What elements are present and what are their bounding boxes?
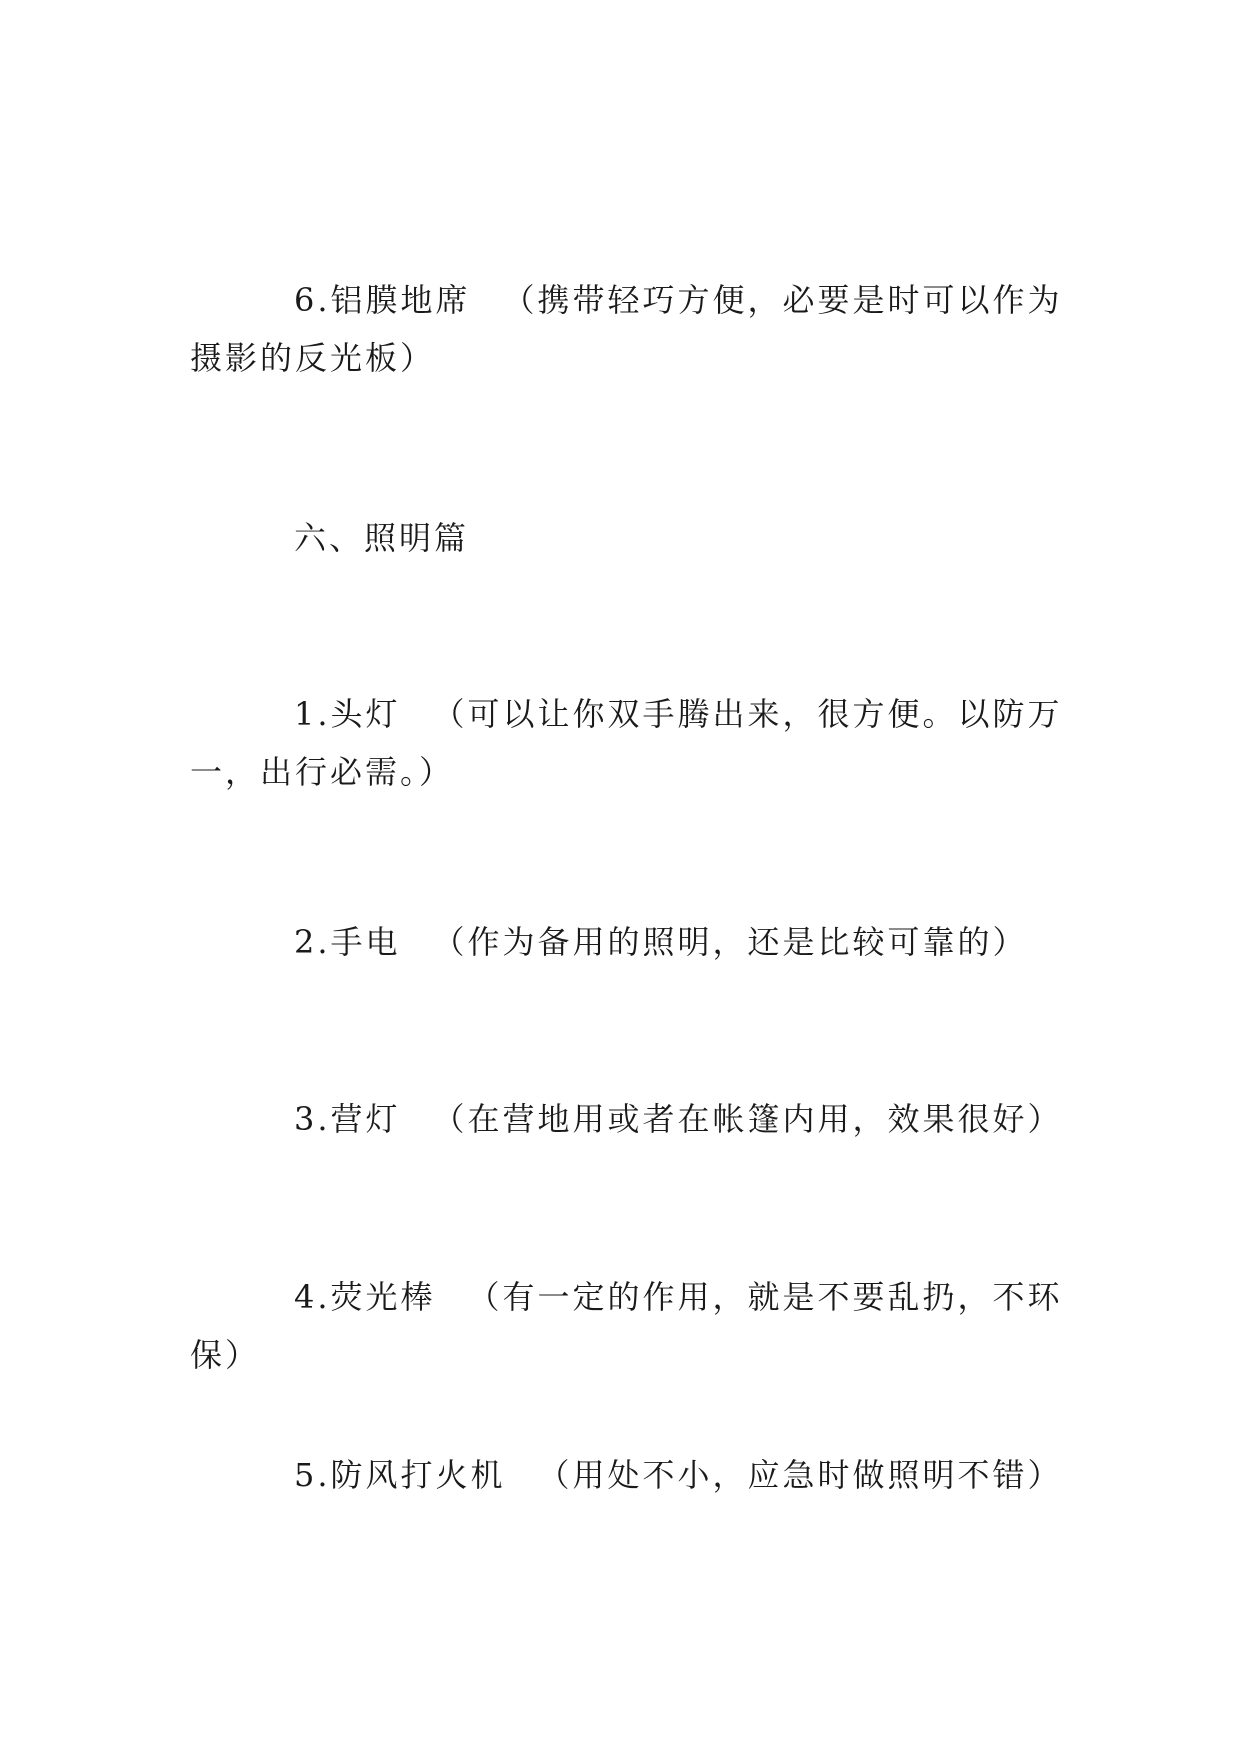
item-note: （可以让你双手腾出来，很方便。以防万一，出行必需。） [190,695,1063,791]
item-label: 6.铝膜地席 [294,281,471,319]
list-item [190,1268,1070,1384]
list-item [190,913,1070,971]
item-note: （有一定的作用，就是不要乱扔，不环保） [190,1278,1063,1374]
item-note: （在营地用或者在帐篷内用，效果很好） [432,1100,1063,1138]
item-label: 4.荧光棒 [294,1278,436,1316]
list-item [190,271,1070,387]
item-note: （作为备用的照明，还是比较可靠的） [432,923,1028,961]
item-note: （用处不小，应急时做照明不错） [537,1456,1063,1494]
item-note: （携带轻巧方便，必要是时可以作为摄影的反光板） [190,281,1063,377]
item-label: 3.营灯 [294,1100,401,1138]
item-label: 1.头灯 [294,695,401,733]
section-heading: 六、照明篇 [294,519,470,557]
item-label: 2.手电 [294,923,401,961]
list-item [190,685,1070,801]
list-item [190,1446,1070,1504]
list-item [190,1090,1070,1148]
item-label: 5.防风打火机 [294,1456,506,1494]
